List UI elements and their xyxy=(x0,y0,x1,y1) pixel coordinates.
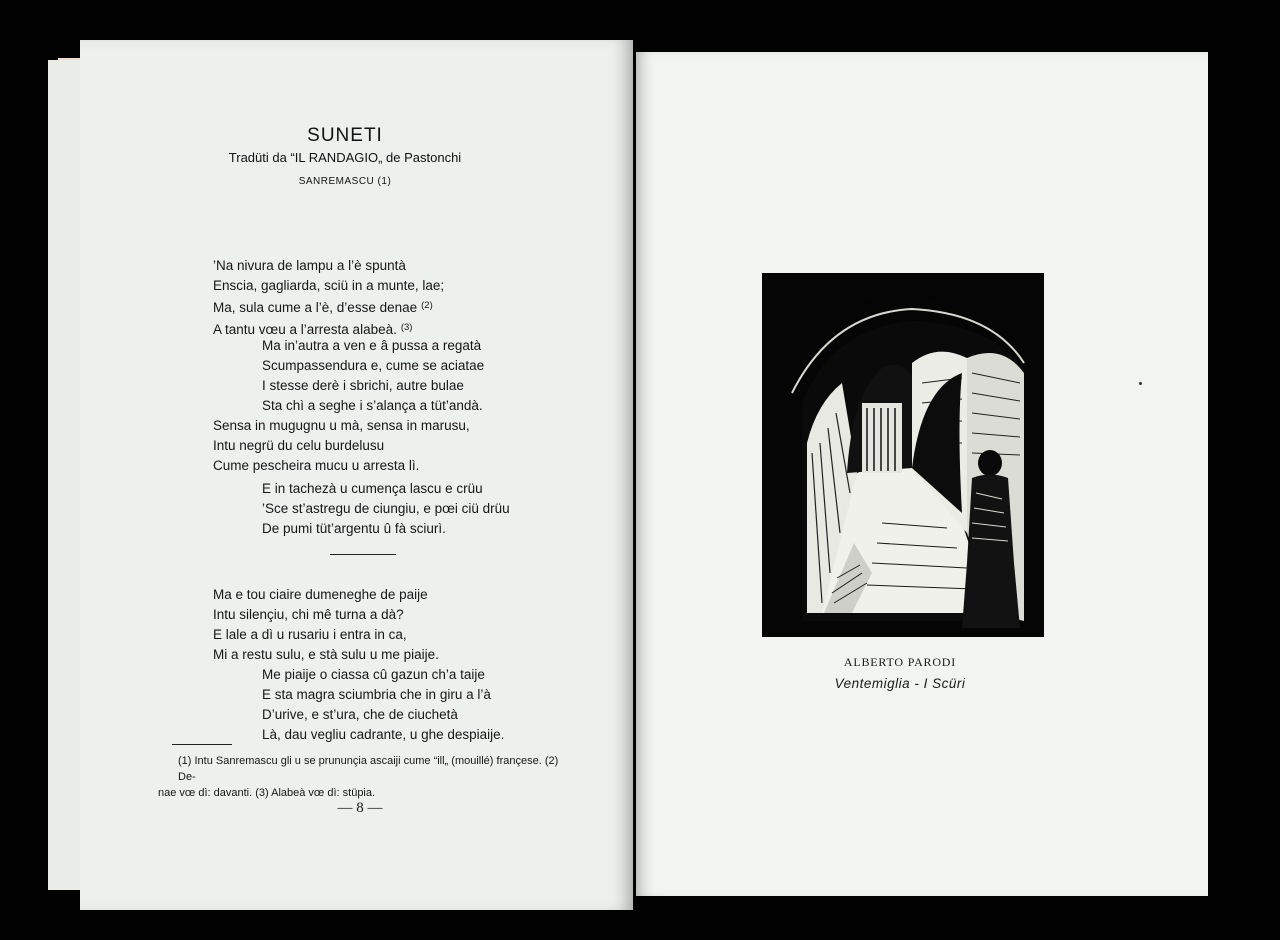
verse-line: Là, dau vegliu cadrante, u ghe despiaije. xyxy=(262,727,505,742)
print-speck xyxy=(1139,382,1142,385)
verse-line: I stesse derè i sbrichi, autre bulae xyxy=(262,378,464,393)
poem-title: SUNETI xyxy=(307,125,383,146)
verse-line: Enscia, gagliarda, sciü in a munte, lae; xyxy=(213,278,445,293)
footnote-rule xyxy=(172,744,232,745)
verse-line: Mi a restu sulu, e stà sulu u me piaije. xyxy=(213,647,439,662)
section-divider xyxy=(330,554,396,555)
stanza-5 xyxy=(213,585,439,665)
stanza-3 xyxy=(213,416,470,476)
verse-line: Intu negrü du celu burdelusu xyxy=(213,438,385,453)
stanza-2 xyxy=(262,336,484,416)
verse-line: Ma, sula cume a l’è, d’esse denae $^{(2)}$ xyxy=(213,300,433,315)
verse-line: ’Sce st’astregu de ciungiu, e pœi ciü drüu xyxy=(262,501,510,516)
footnote-mark: (2) xyxy=(421,300,433,311)
section-heading: SANREMASCU (1) xyxy=(298,176,392,187)
verse-line: Ma e tou ciaire dumeneghe de paije xyxy=(213,587,428,602)
verse-line: E lale a dì u rusariu i entra in ca, xyxy=(213,627,407,642)
footnote-line: (1) Intu Sanremascu gli u se prununçia ascaiji cume “ill„ (mouillé) françese. (2) De- xyxy=(178,755,559,783)
footnote-mark: (3) xyxy=(400,322,413,333)
verse-line: E in tachezà u cumença lascu e crüu xyxy=(262,481,483,496)
verse-line: Ma in’autra a ven e â pussa a regatà xyxy=(262,338,482,353)
verse-line: A tantu vœu a l’arresta alabeà. $^{(3)}$ xyxy=(213,322,413,337)
verse-line: Me piaije o ciassa cû gazun ch’a taije xyxy=(262,667,485,682)
woodcut-illustration xyxy=(762,273,1044,637)
verse-line: E sta magra sciumbria che in giru a l’à xyxy=(262,687,491,702)
stanza-1 xyxy=(213,256,444,340)
verse-line: Sensa in mugugnu u mà, sensa in marusu, xyxy=(213,418,470,433)
illustration-caption: Ventemiglia - I Scüri xyxy=(834,676,966,691)
stanza-6 xyxy=(262,665,504,745)
verse-line: Cume pescheira mucu u arresta lì. xyxy=(213,458,420,473)
poem-subtitle: Tradüti da “IL RANDAGIO„ de Pastonchi xyxy=(228,150,462,165)
footnote xyxy=(158,753,578,801)
verse-line: ’Na nivura de lampu a l’è spuntà xyxy=(213,258,406,273)
footnote-line: nae vœ dì: davanti. (3) Alabeà vœ dì: stüpia. xyxy=(158,787,376,799)
page-number: — 8 — xyxy=(337,800,383,816)
verse-line: Scumpassendura e, cume se aciatae xyxy=(262,358,485,373)
stanza-4 xyxy=(262,479,510,539)
verse-line: De pumi tüt’argentu û fà sciurì. xyxy=(262,521,446,536)
verse-line: Intu silençiu, chi mê turna a dà? xyxy=(213,607,404,622)
verse-line: D’urive, e st’ura, che de ciuchetà xyxy=(262,707,458,722)
verse-line: Sta chì a seghe i s’alança a tüt’andà. xyxy=(262,398,483,413)
artist-name: ALBERTO PARODI xyxy=(843,655,957,669)
